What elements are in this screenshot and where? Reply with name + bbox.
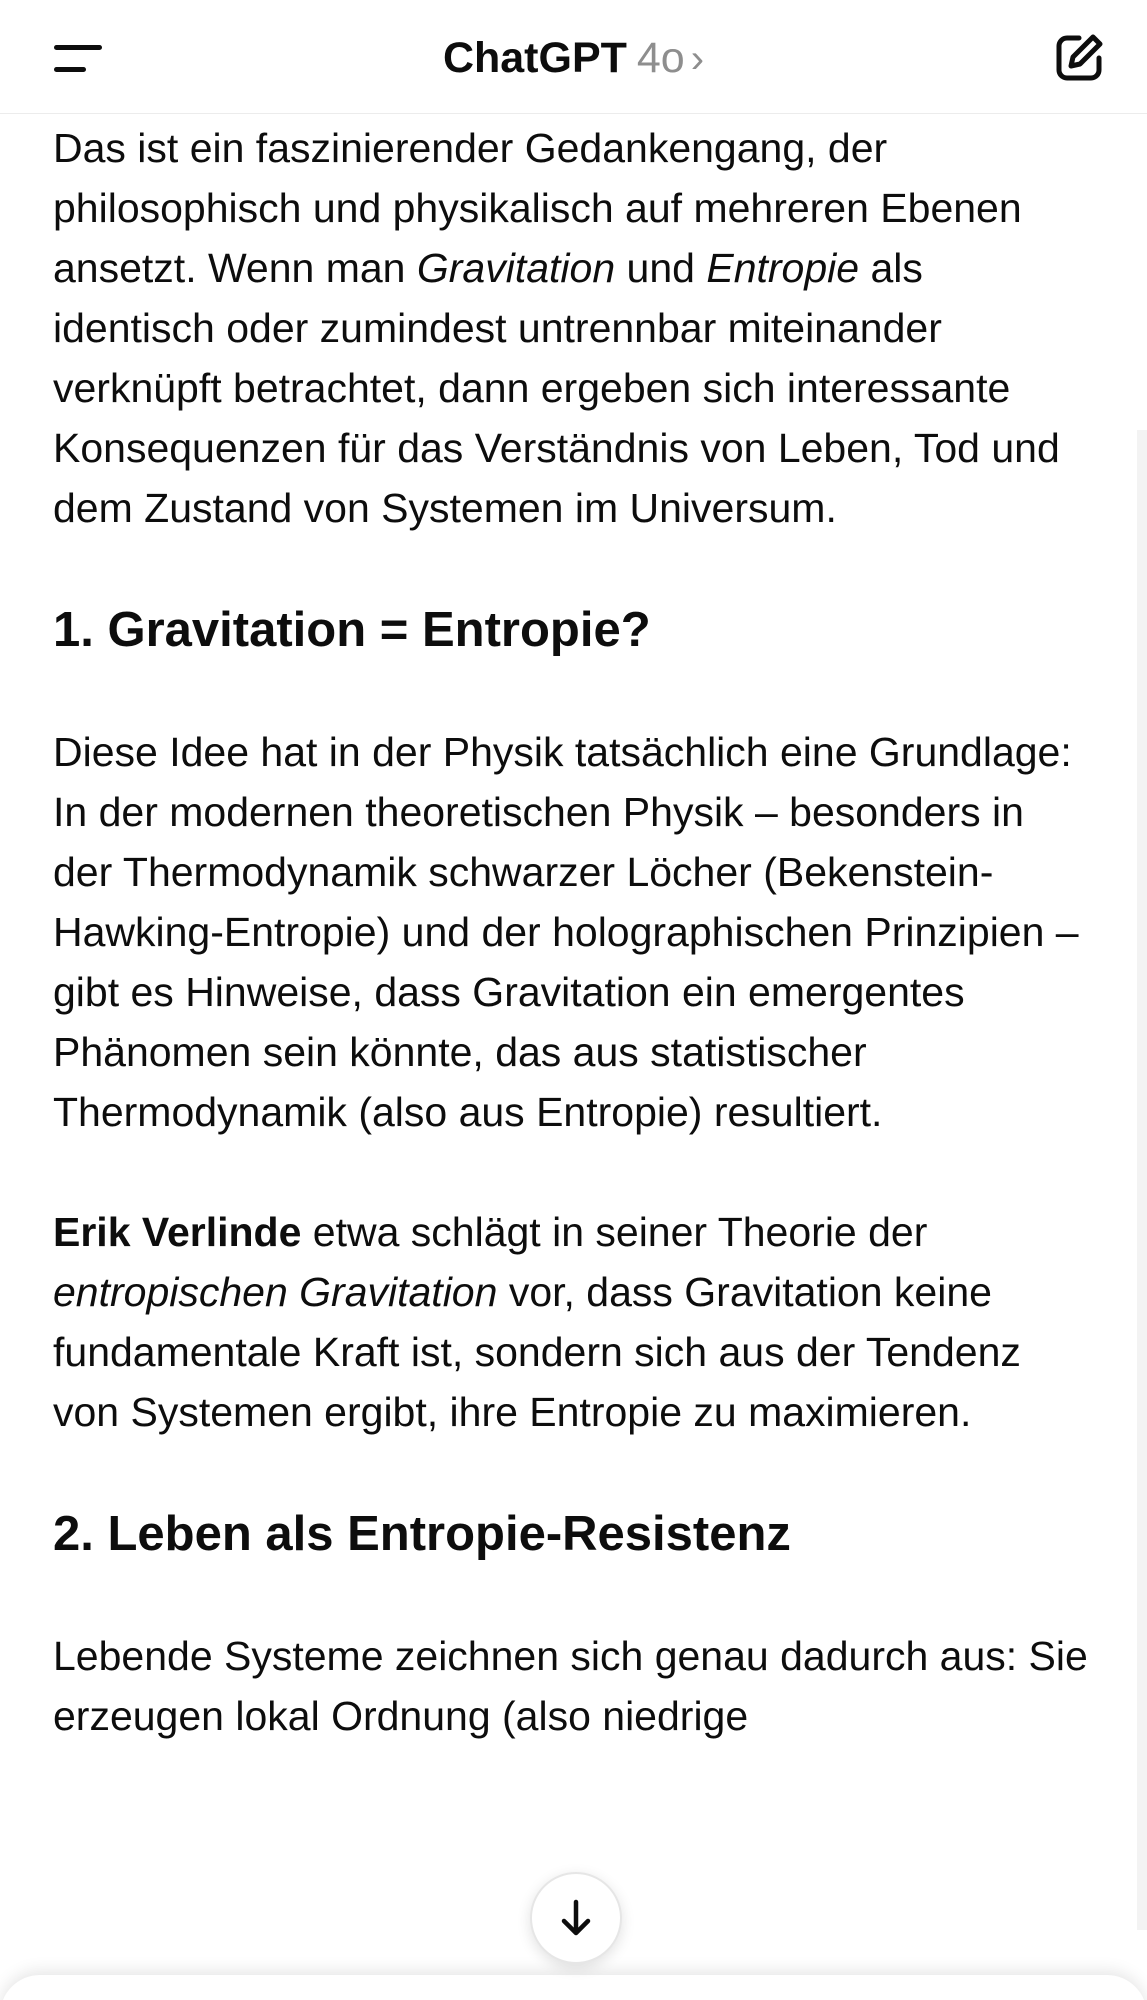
section-1-paragraph-1: Diese Idee hat in der Physik tatsächlich eine Grundlage:	[53, 729, 1072, 775]
model-selector[interactable]	[0, 30, 1147, 86]
assistant-message	[53, 118, 1093, 1806]
model-name: 4o	[636, 34, 685, 82]
section-1-paragraph-3-text-2: vor, dass Gravitation keine fundamentale Kraft ist, sondern sich aus der Tendenz von Systemen ergibt, ihre Entropie zu maximieren.	[53, 1269, 1021, 1435]
intro-text-3: als identisch oder zumindest untrennbar miteinander verknüpft betrachtet, dann ergeben sich interessante Konsequenzen für das Verständnis von Leben, Tod und dem Zustand von Systemen im Universum.	[53, 245, 1060, 531]
intro-paragraph	[53, 118, 1093, 538]
top-bar	[0, 0, 1147, 114]
new-chat-button[interactable]	[1049, 28, 1109, 88]
composer-sheet[interactable]	[0, 1975, 1147, 2000]
scrollbar[interactable]	[1137, 430, 1147, 1930]
section-1-paragraph-3	[53, 1202, 1093, 1442]
new-chat-icon	[1049, 28, 1109, 88]
section-2-heading: 2. Leben als Entropie-Resistenz	[53, 1507, 791, 1561]
entropic-gravitation-term: entropischen Gravitation	[53, 1269, 498, 1315]
intro-emphasis-entropie: Entropie	[706, 245, 860, 291]
intro-text-1: Das ist ein faszinierender Gedankengang, der philosophisch und physikalisch auf mehreren Ebenen ansetzt. Wenn man	[53, 125, 1022, 291]
section-1-paragraph-3-text-1: etwa schlägt in seiner Theorie der	[301, 1209, 928, 1255]
app-title: ChatGPT	[442, 34, 627, 82]
arrow-down-icon	[554, 1896, 598, 1940]
scroll-to-bottom-button[interactable]	[530, 1872, 622, 1964]
intro-emphasis-gravitation: Gravitation	[416, 245, 616, 291]
section-1-paragraph-2: In der modernen theoretischen Physik – besonders in der Thermodynamik schwarzer Löcher (Bekenstein-Hawking-Entropie) und der holographischen Prinzipien – gibt es Hinweise, dass Gravitation ein emergentes Phänomen sein könnte, das aus statistischer Thermodynamik (also aus Entropie) resultiert.	[53, 789, 1079, 1135]
section-2-paragraph-1: Lebende Systeme zeichnen sich genau dadurch aus: Sie erzeugen lokal Ordnung (also niedrige	[53, 1633, 1088, 1739]
verlinde-name: Erik Verlinde	[53, 1209, 302, 1255]
intro-text-2: und	[615, 245, 707, 291]
chevron-right-icon: ›	[690, 37, 705, 81]
section-1-heading: 1. Gravitation = Entropie?	[53, 603, 651, 657]
